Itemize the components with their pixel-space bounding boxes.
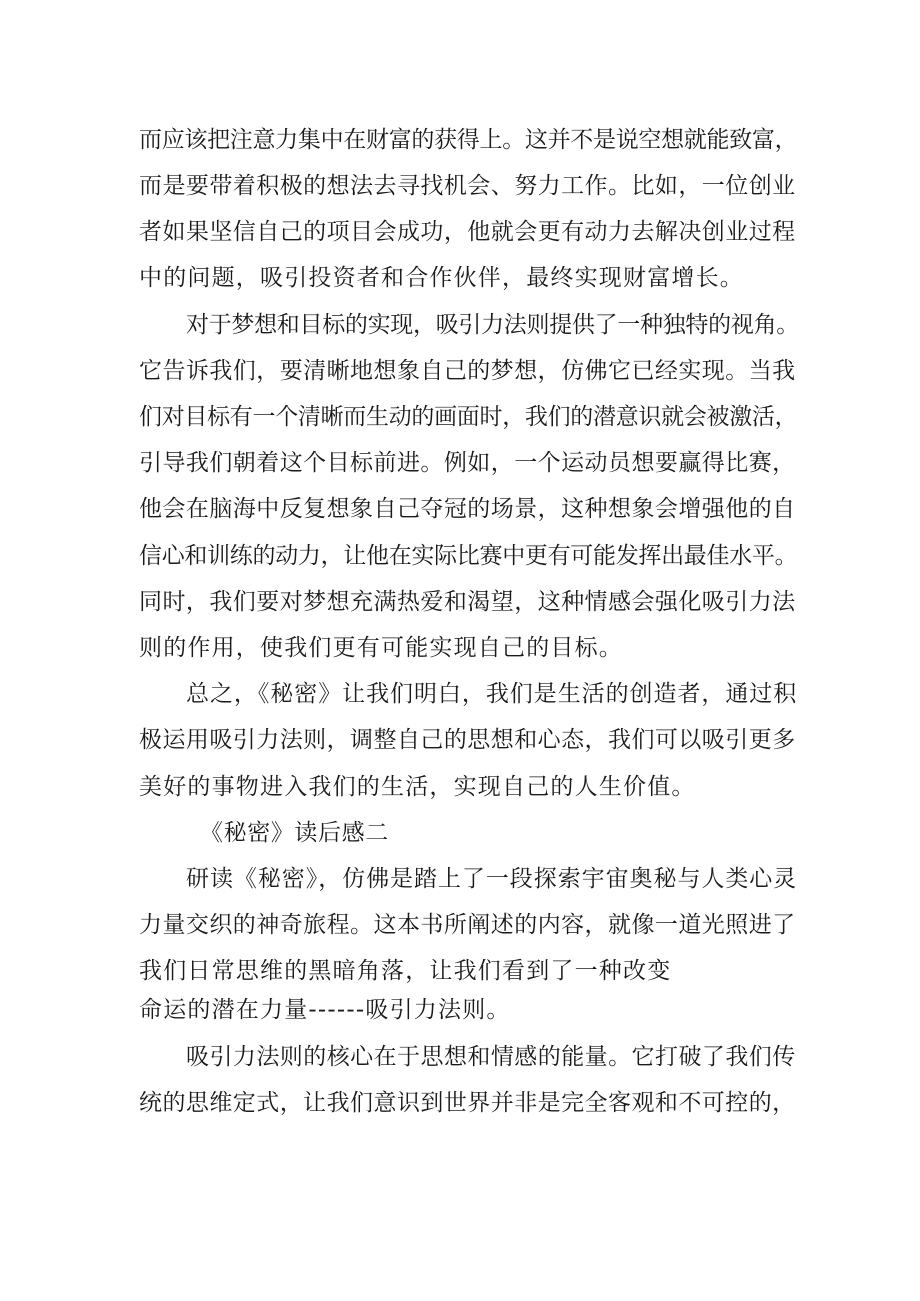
- text-line: 统的思维定式，让我们意识到世界并非是完全客观和不可控的，: [139, 1090, 796, 1116]
- text-line: 信心和训练的动力，让他在实际比赛中更有可能发挥出最佳水平。: [139, 543, 798, 569]
- text-line: 中的问题，吸引投资者和合作伙伴，最终实现财富增长。: [139, 265, 744, 291]
- section-title: 《秘密》读后感二: [200, 820, 389, 846]
- text-line: 则的作用，使我们更有可能实现自己的目标。: [139, 635, 623, 661]
- text-line: 引导我们朝着这个目标前进。例如，一个运动员想要赢得比赛，: [139, 450, 796, 476]
- text-line: 而是要带着积极的想法去寻找机会、努力工作。比如，一位创业: [139, 173, 796, 199]
- paragraph-first-line: 吸引力法则的核心在于思想和情感的能量。它打破了我们传: [186, 1044, 796, 1070]
- text-line: 我们日常思维的黑暗角落，让我们看到了一种改变: [139, 958, 672, 984]
- text-line: 他会在脑海中反复想象自己夺冠的场景，这种想象会增强他的自: [139, 496, 796, 522]
- paragraph-first-line: 研读《秘密》，仿佛是踏上了一段探索宇宙奥秘与人类心灵: [186, 866, 798, 892]
- text-line: 命运的潜在力量------吸引力法则。: [139, 997, 511, 1023]
- text-line: 同时，我们要对梦想充满热爱和渴望，这种情感会强化吸引力法: [139, 589, 796, 615]
- text-line: 力量交织的神奇旅程。这本书所阐述的内容，就像一道光照进了: [139, 912, 796, 938]
- text-line: 它告诉我们，要清晰地想象自己的梦想，仿佛它已经实现。当我: [139, 358, 796, 384]
- paragraph-first-line: 对于梦想和目标的实现，吸引力法则提供了一种独特的视角。: [186, 312, 799, 338]
- text-line: 们对目标有一个清晰而生动的画面时，我们的潜意识就会被激活，: [139, 404, 798, 430]
- paragraph-first-line: 总之，《秘密》让我们明白，我们是生活的创造者，通过积: [186, 681, 798, 707]
- text-line: 者如果坚信自己的项目会成功，他就会更有动力去解决创业过程: [139, 219, 796, 245]
- text-line: 极运用吸引力法则，调整自己的思想和心态，我们可以吸引更多: [139, 727, 796, 753]
- text-line: 而应该把注意力集中在财富的获得上。这并不是说空想就能致富，: [139, 127, 798, 153]
- text-line: 美好的事物进入我们的生活，实现自己的人生价值。: [139, 774, 696, 800]
